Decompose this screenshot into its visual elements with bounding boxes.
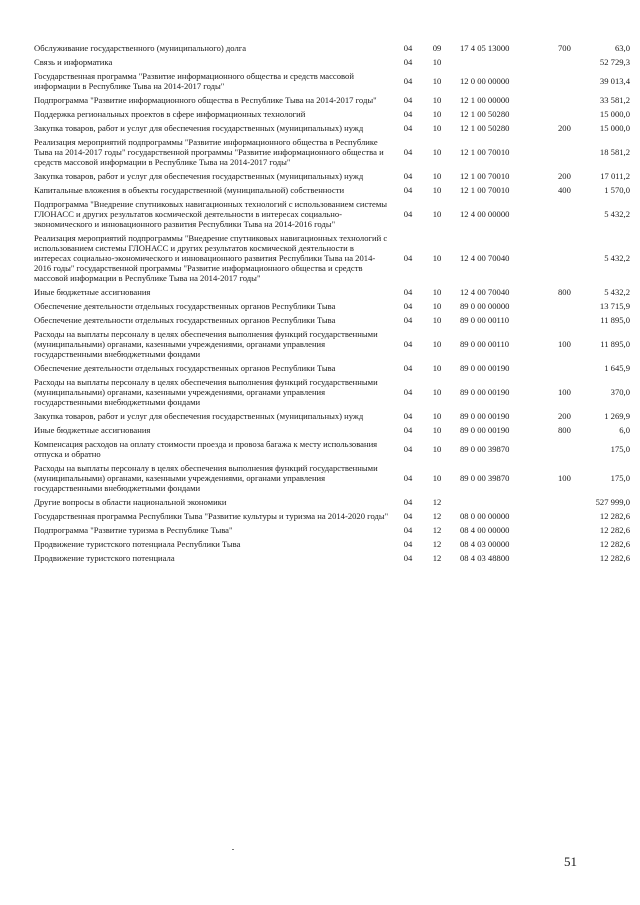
row-amount: 63,0	[614, 43, 630, 53]
row-name: Закупка товаров, работ и услуг для обеспечения государственных (муниципальных) нужд	[34, 411, 364, 421]
row-rz-code: 04	[403, 411, 413, 421]
row-vr-code: 200	[558, 411, 571, 421]
row-rz-code: 04	[403, 57, 413, 67]
row-amount: 527 999,0	[595, 497, 630, 507]
row-csr-code: 12 4 00 70040	[460, 253, 510, 263]
row-rz-code: 04	[403, 387, 413, 397]
row-amount: 370,0	[610, 387, 630, 397]
table-row	[34, 437, 630, 461]
row-amount: 175,0	[610, 444, 630, 454]
row-name: Капитальные вложения в объекты государственной (муниципальной) собственности	[34, 185, 345, 195]
table-row	[34, 509, 630, 523]
row-vr-code	[558, 361, 588, 375]
row-name: Подпрограмма "Внедрение спутниковых навигационных технологий с использованием системы ГЛОНАСС и других результатов космической деятельности в интересах социально-экономического и инновационного развития Республики Тыва на 2014-2016 годы"	[34, 199, 388, 229]
table-row	[34, 551, 630, 565]
table-row	[34, 169, 630, 183]
row-pr-code: 10	[432, 123, 442, 133]
row-name: Продвижение туристского потенциала Республики Тыва	[34, 539, 241, 549]
scan-artifact	[232, 849, 234, 850]
table-row	[34, 409, 630, 423]
row-pr-code: 09	[432, 43, 442, 53]
row-csr-code: 89 0 00 39870	[460, 473, 510, 483]
table-row	[34, 121, 630, 135]
row-amount: 12 282,6	[599, 553, 630, 563]
row-name: Обеспечение деятельности отдельных государственных органов Республики Тыва	[34, 363, 336, 373]
row-amount: 5 432,2	[604, 209, 630, 219]
row-amount: 12 282,6	[599, 539, 630, 549]
row-pr-code: 12	[432, 497, 442, 507]
row-amount: 5 432,2	[604, 287, 630, 297]
row-name: Обслуживание государственного (муниципального) долга	[34, 43, 247, 53]
row-name: Государственная программа Республики Тыва "Развитие культуры и туризма на 2014-2020 годы"	[34, 511, 389, 521]
row-vr-code	[558, 55, 588, 69]
table-row	[34, 69, 630, 93]
row-name: Компенсация расходов на оплату стоимости проезда и провоза багажа к месту использования отпуска и обратно	[34, 439, 378, 459]
row-csr-code: 12 0 00 00000	[460, 76, 510, 86]
row-rz-code: 04	[403, 185, 413, 195]
row-name: Обеспечение деятельности отдельных государственных органов Республики Тыва	[34, 301, 336, 311]
table-row	[34, 495, 630, 509]
row-rz-code: 04	[403, 315, 413, 325]
row-rz-code: 04	[403, 301, 413, 311]
row-amount: 17 011,2	[600, 171, 630, 181]
row-pr-code: 12	[432, 511, 442, 521]
row-pr-code: 10	[432, 185, 442, 195]
row-name: Подпрограмма "Развитие информационного общества в Республике Тыва на 2014-2017 годы"	[34, 95, 377, 105]
row-pr-code: 10	[432, 444, 442, 454]
row-name: Расходы на выплаты персоналу в целях обеспечения выполнения функций государственными (муниципальными) органами, казенными учреждениями, органами управления государственными внебюджетными фондами	[34, 377, 378, 407]
row-rz-code: 04	[403, 425, 413, 435]
table-row	[34, 537, 630, 551]
row-rz-code: 04	[403, 497, 413, 507]
row-csr-code: 89 0 00 00110	[460, 339, 510, 349]
row-vr-code	[558, 551, 588, 565]
row-csr-code: 17 4 05 13000	[460, 43, 510, 53]
table-row	[34, 299, 630, 313]
row-pr-code: 12	[432, 525, 442, 535]
row-vr-code: 800	[558, 425, 571, 435]
row-amount: 33 581,2	[599, 95, 630, 105]
table-row	[34, 461, 630, 495]
row-csr-code: 89 0 00 00190	[460, 363, 510, 373]
row-amount: 11 895,0	[600, 315, 630, 325]
row-name: Поддержка региональных проектов в сфере информационных технологий	[34, 109, 306, 119]
row-csr-code: 12 4 00 00000	[460, 209, 510, 219]
row-name: Подпрограмма "Развитие туризма в Республике Тыва"	[34, 525, 233, 535]
row-csr-code: 89 0 00 39870	[460, 444, 510, 454]
row-vr-code	[558, 495, 588, 509]
row-rz-code: 04	[403, 109, 413, 119]
row-vr-code	[558, 107, 588, 121]
row-amount: 1 269,9	[604, 411, 630, 421]
table-row	[34, 183, 630, 197]
row-pr-code: 10	[432, 287, 442, 297]
row-amount: 12 282,6	[599, 525, 630, 535]
row-rz-code: 04	[403, 363, 413, 373]
row-name: Государственная программа "Развитие информационного общества и средств массовой информации в Республике Тыва на 2014-2017 годы"	[34, 71, 354, 91]
row-amount: 1 645,9	[604, 363, 630, 373]
row-csr-code: 89 0 00 00110	[460, 315, 510, 325]
row-csr-code: 12 4 00 70040	[460, 287, 510, 297]
table-row	[34, 523, 630, 537]
row-csr-code: 89 0 00 00000	[460, 301, 510, 311]
row-csr-code: 89 0 00 00190	[460, 425, 510, 435]
row-csr-code: 12 1 00 70010	[460, 171, 510, 181]
row-amount: 175,0	[610, 473, 630, 483]
row-name: Иные бюджетные ассигнования	[34, 425, 151, 435]
row-vr-code	[558, 537, 588, 551]
row-vr-code: 800	[558, 287, 571, 297]
row-vr-code	[558, 93, 588, 107]
row-pr-code: 12	[432, 539, 442, 549]
row-vr-code: 700	[558, 43, 571, 53]
row-vr-code	[558, 69, 588, 93]
row-pr-code: 10	[432, 301, 442, 311]
row-pr-code: 10	[432, 109, 442, 119]
budget-table-body	[34, 41, 630, 565]
table-row	[34, 197, 630, 231]
row-pr-code: 10	[432, 425, 442, 435]
row-rz-code: 04	[403, 539, 413, 549]
table-row	[34, 55, 630, 69]
row-csr-code: 08 4 03 00000	[460, 539, 510, 549]
row-rz-code: 04	[403, 511, 413, 521]
row-amount: 13 715,9	[599, 301, 630, 311]
row-vr-code: 200	[558, 123, 571, 133]
row-pr-code: 10	[432, 339, 442, 349]
row-amount: 18 581,2	[599, 147, 630, 157]
row-rz-code: 04	[403, 76, 413, 86]
row-rz-code: 04	[403, 171, 413, 181]
row-vr-code	[558, 197, 588, 231]
table-row	[34, 135, 630, 169]
row-amount: 12 282,6	[599, 511, 630, 521]
row-csr-code	[450, 495, 558, 509]
row-amount: 6,0	[619, 425, 630, 435]
table-row	[34, 285, 630, 299]
row-rz-code: 04	[403, 147, 413, 157]
row-rz-code: 04	[403, 43, 413, 53]
row-vr-code: 200	[558, 171, 571, 181]
table-row	[34, 231, 630, 285]
table-row	[34, 107, 630, 121]
row-vr-code	[558, 231, 588, 285]
row-rz-code: 04	[403, 525, 413, 535]
row-name: Расходы на выплаты персоналу в целях обеспечения выполнения функций государственными (муниципальными) органами, казенными учреждениями, органами управления государственными внебюджетными фондами	[34, 329, 378, 359]
row-pr-code: 10	[432, 147, 442, 157]
row-csr-code: 08 4 03 48800	[460, 553, 510, 563]
row-amount: 1 570,0	[604, 185, 630, 195]
row-rz-code: 04	[403, 553, 413, 563]
row-vr-code	[558, 135, 588, 169]
row-csr-code: 12 1 00 70010	[460, 185, 510, 195]
row-pr-code: 10	[432, 76, 442, 86]
budget-table	[34, 41, 630, 565]
row-csr-code: 08 0 00 00000	[460, 511, 510, 521]
row-csr-code: 08 4 00 00000	[460, 525, 510, 535]
table-row	[34, 41, 630, 55]
row-name: Иные бюджетные ассигнования	[34, 287, 151, 297]
row-vr-code	[558, 509, 588, 523]
row-pr-code: 10	[432, 253, 442, 263]
row-name: Реализация мероприятий подпрограммы "Внедрение спутниковых навигационных технологий с использованием системы ГЛОНАСС и других результатов космической деятельности в интересах социально-экономического и инновационного развития Республики Тыва на 2014-2016 годы" государственной программы "Развитие информационного общества и средств массовой информации в Республике Тыва на 2014-2017 годы"	[34, 233, 388, 283]
row-pr-code: 10	[432, 209, 442, 219]
row-vr-code	[558, 299, 588, 313]
row-pr-code: 10	[432, 473, 442, 483]
row-pr-code: 10	[432, 315, 442, 325]
table-row	[34, 423, 630, 437]
table-row	[34, 327, 630, 361]
row-vr-code: 100	[558, 473, 571, 483]
row-csr-code: 12 1 00 50280	[460, 109, 510, 119]
row-vr-code	[558, 313, 588, 327]
row-csr-code: 89 0 00 00190	[460, 411, 510, 421]
page-number: 51	[564, 854, 577, 869]
row-pr-code: 10	[432, 171, 442, 181]
table-row	[34, 313, 630, 327]
row-csr-code: 89 0 00 00190	[460, 387, 510, 397]
row-pr-code: 10	[432, 387, 442, 397]
row-amount: 15 000,0	[599, 109, 630, 119]
row-amount: 52 729,3	[599, 57, 630, 67]
row-rz-code: 04	[403, 209, 413, 219]
row-vr-code: 100	[558, 339, 571, 349]
row-vr-code	[558, 437, 588, 461]
row-vr-code: 400	[558, 185, 571, 195]
row-csr-code: 12 1 00 00000	[460, 95, 510, 105]
row-rz-code: 04	[403, 473, 413, 483]
row-name: Реализация мероприятий подпрограммы "Развитие информационного общества в Республике Тыва на 2014-2017 годы" государственной программы "Развитие информационного общества и средств массовой информации в Республике Тыва на 2014-2017 годы"	[34, 137, 384, 167]
row-pr-code: 10	[432, 363, 442, 373]
table-row	[34, 361, 630, 375]
row-csr-code	[450, 55, 558, 69]
row-name: Расходы на выплаты персоналу в целях обеспечения выполнения функций государственными (муниципальными) органами, казенными учреждениями, органами управления государственными внебюджетными фондами	[34, 463, 378, 493]
row-name: Связь и информатика	[34, 57, 113, 67]
row-amount: 11 895,0	[600, 339, 630, 349]
row-rz-code: 04	[403, 339, 413, 349]
row-name: Закупка товаров, работ и услуг для обеспечения государственных (муниципальных) нужд	[34, 123, 364, 133]
table-row	[34, 93, 630, 107]
row-pr-code: 12	[432, 553, 442, 563]
row-name: Продвижение туристского потенциала	[34, 553, 175, 563]
row-csr-code: 12 1 00 50280	[460, 123, 510, 133]
row-rz-code: 04	[403, 444, 413, 454]
row-amount: 39 013,4	[599, 76, 630, 86]
row-pr-code: 10	[432, 411, 442, 421]
row-amount: 15 000,0	[599, 123, 630, 133]
row-name: Обеспечение деятельности отдельных государственных органов Республики Тыва	[34, 315, 336, 325]
row-pr-code: 10	[432, 57, 442, 67]
row-rz-code: 04	[403, 123, 413, 133]
row-rz-code: 04	[403, 287, 413, 297]
table-row	[34, 375, 630, 409]
row-rz-code: 04	[403, 95, 413, 105]
row-pr-code: 10	[432, 95, 442, 105]
row-vr-code	[558, 523, 588, 537]
row-name: Закупка товаров, работ и услуг для обеспечения государственных (муниципальных) нужд	[34, 171, 364, 181]
row-amount: 5 432,2	[604, 253, 630, 263]
row-vr-code: 100	[558, 387, 571, 397]
row-rz-code: 04	[403, 253, 413, 263]
row-csr-code: 12 1 00 70010	[460, 147, 510, 157]
row-name: Другие вопросы в области национальной экономики	[34, 497, 227, 507]
